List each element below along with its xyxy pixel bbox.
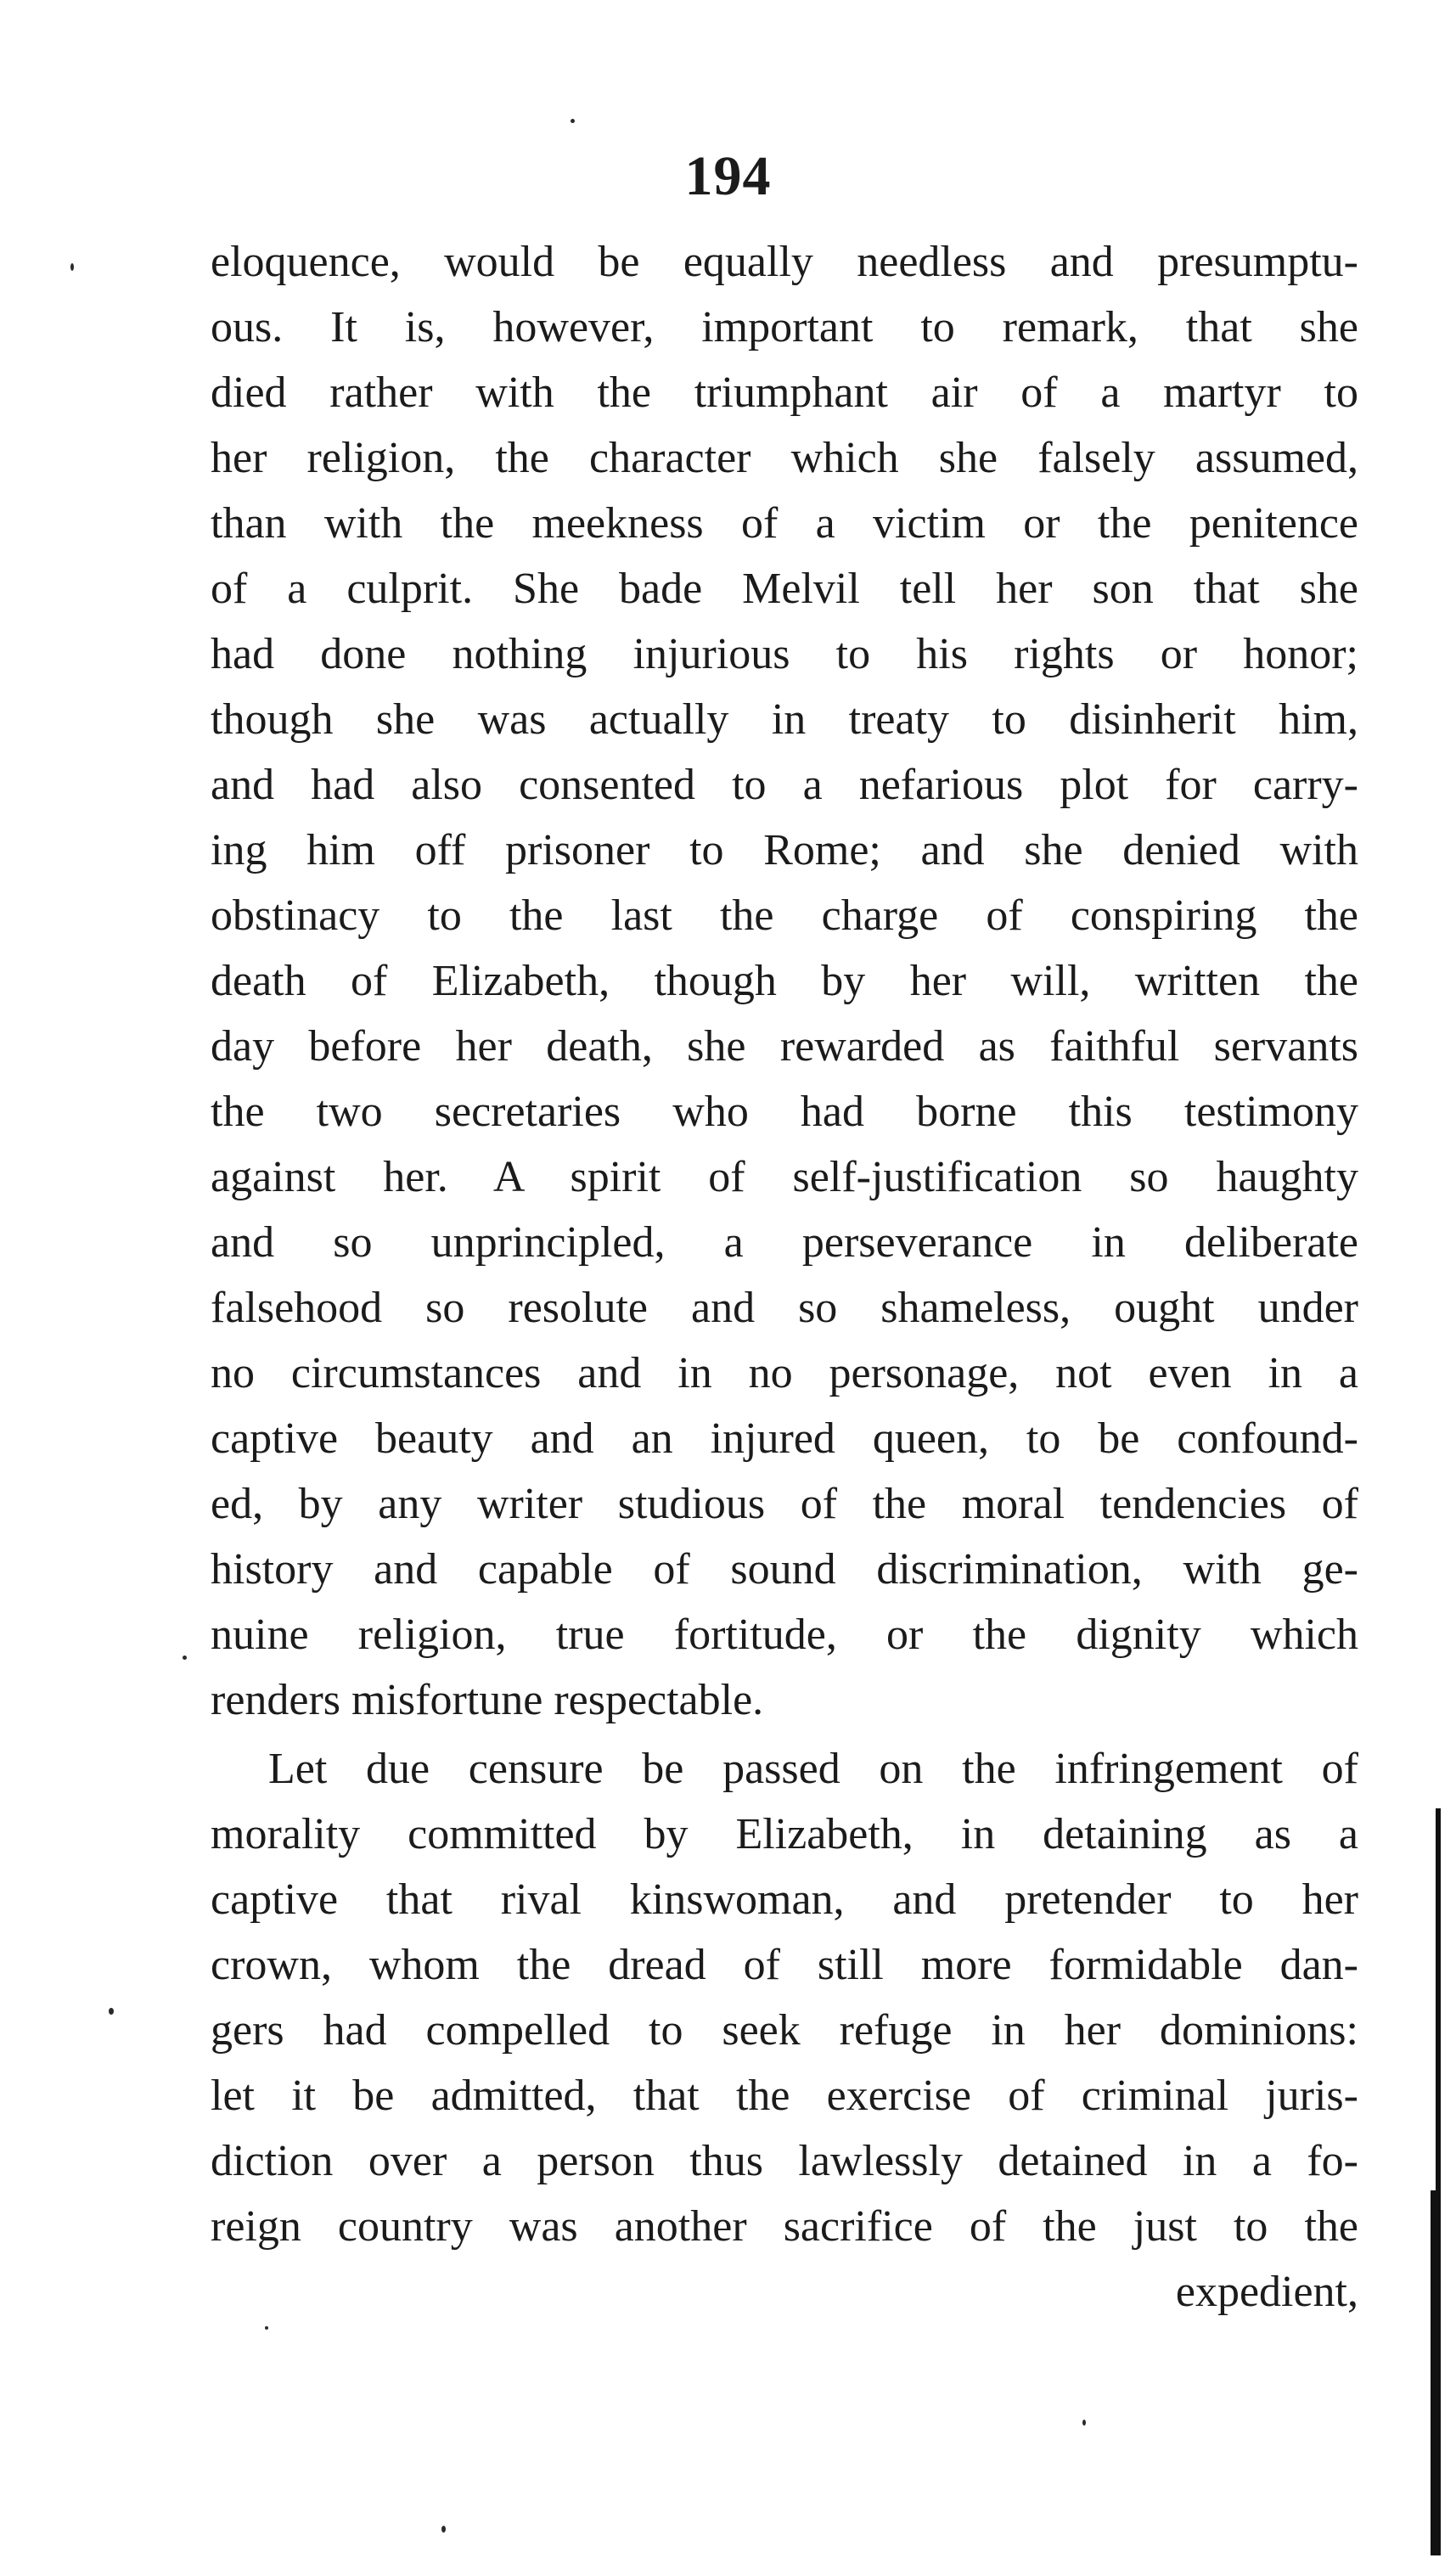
scan-speck xyxy=(1082,2420,1086,2426)
text-line: diction over a person thus lawlessly detained in a fo- xyxy=(211,2137,1358,2185)
scan-speck xyxy=(183,1656,187,1660)
text-line: day before her death, she rewarded as faithful servants xyxy=(211,1022,1358,1071)
text-line: death of Elizabeth, though by her will, written the xyxy=(211,957,1358,1005)
text-line: no circumstances and in no personage, not even in a xyxy=(211,1349,1358,1397)
text-line: eloquence, would be equally needless and presumptu- xyxy=(211,238,1358,286)
paragraph-2 xyxy=(211,1736,1358,2259)
text-line: than with the meekness of a victim or the penitence xyxy=(211,499,1358,548)
text-line: obstinacy to the last the charge of conspiring the xyxy=(211,891,1358,940)
text-line: had done nothing injurious to his rights or honor; xyxy=(211,630,1358,678)
page-number: 194 xyxy=(684,145,772,207)
scan-speck xyxy=(265,2326,268,2330)
text-line: gers had compelled to seek refuge in her dominions: xyxy=(211,2006,1358,2055)
text-line: falsehood so resolute and so shameless, ought under xyxy=(211,1284,1358,1332)
text-line: reign country was another sacrifice of the just to the xyxy=(211,2202,1358,2251)
paragraph-1 xyxy=(211,229,1358,1733)
text-line: though she was actually in treaty to disinherit him, xyxy=(211,695,1358,744)
body-text xyxy=(211,229,1358,2325)
text-line: renders misfortune respectable. xyxy=(211,1676,764,1724)
scan-speck xyxy=(109,2008,114,2015)
text-line: captive beauty and an injured queen, to be confound- xyxy=(211,1414,1358,1463)
text-line: and so unprincipled, a perseverance in deliberate xyxy=(211,1218,1358,1267)
text-line: of a culprit. She bade Melvil tell her son that she xyxy=(211,565,1358,613)
text-line: ed, by any writer studious of the moral tendencies of xyxy=(211,1480,1358,1528)
scan-speck xyxy=(70,263,74,271)
catchword: expedient, xyxy=(1175,2268,1358,2316)
text-line: let it be admitted, that the exercise of criminal juris- xyxy=(211,2072,1358,2120)
text-line: ous. It is, however, important to remark, that she xyxy=(211,303,1358,351)
text-line: history and capable of sound discrimination, with ge- xyxy=(211,1545,1358,1594)
text-line: ing him off prisoner to Rome; and she denied with xyxy=(211,826,1358,874)
text-line: her religion, the character which she falsely assumed, xyxy=(211,434,1358,482)
scan-speck xyxy=(441,2526,446,2533)
text-line: and had also consented to a nefarious plot for carry- xyxy=(211,761,1358,809)
scan-speck xyxy=(571,119,575,123)
text-line: died rather with the triumphant air of a martyr to xyxy=(211,368,1358,417)
text-line: crown, whom the dread of still more formidable dan- xyxy=(211,1941,1358,1989)
text-line: Let due censure be passed on the infringement of xyxy=(268,1745,1358,1793)
text-line: morality committed by Elizabeth, in detaining as a xyxy=(211,1810,1358,1858)
text-line: nuine religion, true fortitude, or the dignity which xyxy=(211,1611,1358,1659)
text-line: against her. A spirit of self-justification so haughty xyxy=(211,1153,1358,1201)
text-line: the two secretaries who had borne this testimony xyxy=(211,1088,1358,1136)
text-line: captive that rival kinswoman, and pretender to her xyxy=(211,1875,1358,1924)
scan-edge-shadow xyxy=(1431,2190,1441,2555)
